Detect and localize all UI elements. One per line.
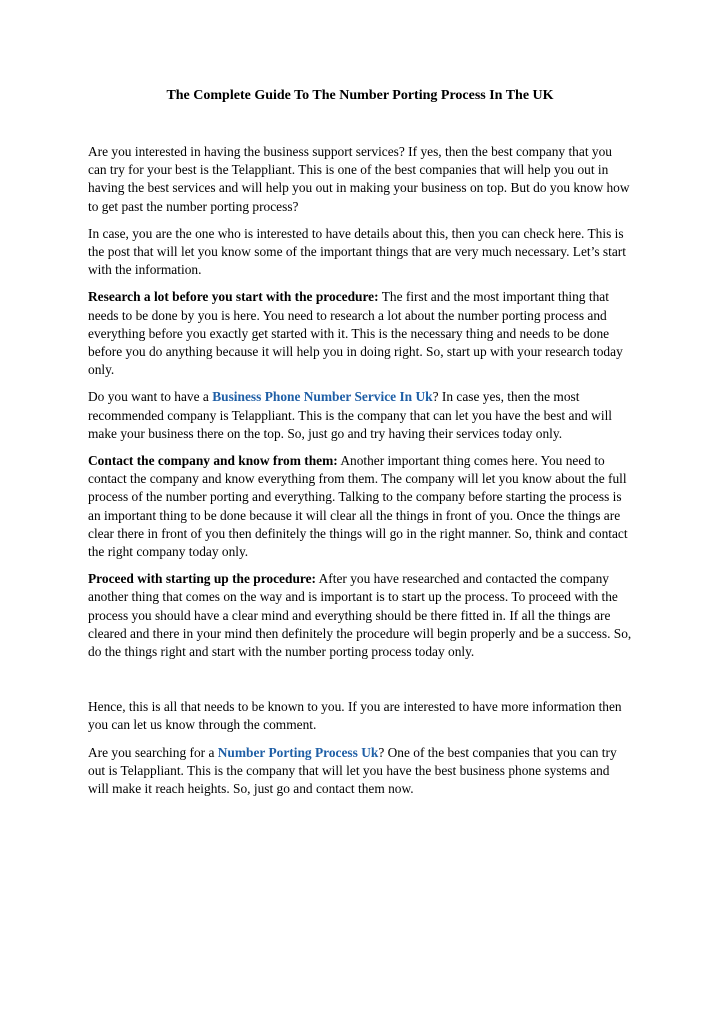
business-phone-before: Do you want to have a <box>88 389 213 405</box>
contact-heading: Contact the company and know from them: <box>88 453 338 469</box>
research-heading: Research a lot before you start with the procedure: <box>88 289 379 305</box>
intro-paragraph-2: In case, you are the one who is interested to have details about this, then you can check here. This is the post that will let you know some of the important things that are very much necessary. Let’s start with the information. <box>88 225 626 278</box>
business-phone-paragraph <box>88 388 632 443</box>
conclusion-paragraph: Hence, this is all that needs to be known to you. If you are interested to have more information then you can let us know through the comment. <box>88 699 622 733</box>
proceed-paragraph <box>88 570 632 661</box>
proceed-heading: Proceed with starting up the procedure: <box>88 571 316 587</box>
porting-paragraph <box>88 744 632 799</box>
section-spacer <box>88 670 632 698</box>
document-title: The Complete Guide To The Number Porting Process In The UK <box>166 88 554 103</box>
proceed-body: After you have researched and contacted the company another thing that comes on the way and is important is to start up the process. To proceed with the process you should have a clear mind and everything should be there fitted in. If all the things are cleared and there in your mind then definitely the procedure will begin properly and be a success. So, do the things right and start with the number porting process today only. <box>88 571 632 660</box>
business-phone-after: ? In case yes, then the most recommended company is Telappliant. This is the company that can let you have the best and will make your business there on the top. So, just go and try having their services today only. <box>88 389 613 441</box>
contact-paragraph <box>88 452 632 561</box>
contact-body: Another important thing comes here. You need to contact the company and know everything from them. The company will let you know about the full process of the number porting and everything. Talking to the company before starting the process is an important thing to be done because it will clear all the things in front of you. Once the things are clear there in front of you then definitely the things will go in the right manner. So, think and contact the right company today only. <box>88 453 628 560</box>
number-porting-link[interactable]: Number Porting Process Uk <box>217 744 379 760</box>
porting-after: ? One of the best companies that you can try out is Telappliant. This is the company that will let you have the best business phone systems and will make it reach heights. So, just go and contact them now. <box>88 744 617 797</box>
business-phone-link[interactable]: Business Phone Number Service In Uk <box>212 389 433 405</box>
intro-paragraph-1: Are you interested in having the business support services? If yes, then the best company that you can try for your best is the Telappliant. This is one of the best companies that will help you out in having the best services and will help you out in making your business on top. But do you know how to get past the number porting process? <box>88 144 630 214</box>
porting-before: Are you searching for a <box>88 744 218 760</box>
research-paragraph <box>88 288 632 379</box>
research-body: The first and the most important thing that needs to be done by you is here. You need to research a lot about the number porting process and everything before you exactly get started with it. This is the necessary thing and needs to be done before you do anything because it will help you in doing right. So, start up with your research today only. <box>88 289 623 378</box>
